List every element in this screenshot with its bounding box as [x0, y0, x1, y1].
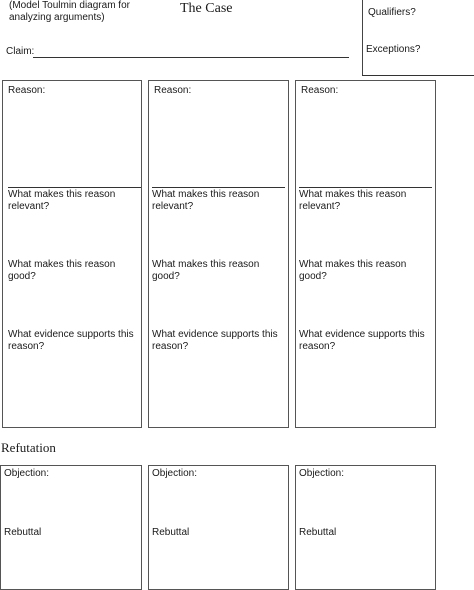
objection-box-2[interactable] — [148, 465, 289, 590]
objection-label: Objection: — [4, 468, 50, 479]
diagram-subtitle: (Model Toulmin diagram for analyzing arguments) — [9, 0, 130, 23]
reason-divider — [8, 187, 141, 188]
reason-label: Reason: — [154, 85, 192, 96]
rebuttal-label: Rebuttal — [4, 527, 42, 538]
good-question: What makes this reason good? — [8, 259, 116, 282]
reason-label: Reason: — [8, 85, 46, 96]
evidence-question: What evidence supports this reason? — [8, 329, 134, 352]
objection-box-3[interactable] — [295, 465, 436, 590]
objection-label: Objection: — [299, 468, 345, 479]
refutation-heading: Refutation — [1, 440, 56, 455]
reason-box-1[interactable] — [2, 80, 142, 428]
good-question: What makes this reason good? — [299, 259, 407, 282]
rebuttal-label: Rebuttal — [299, 527, 337, 538]
evidence-question: What evidence supports this reason? — [299, 329, 425, 352]
qualifiers-box-border — [362, 0, 363, 75]
claim-label: Claim: — [6, 46, 35, 57]
qualifiers-label: Qualifiers? — [368, 7, 416, 18]
reason-box-3[interactable] — [295, 80, 436, 428]
reason-divider — [299, 187, 432, 188]
claim-line[interactable] — [33, 57, 349, 58]
page-title: The Case — [180, 1, 233, 16]
reason-divider — [152, 187, 285, 188]
objection-label: Objection: — [152, 468, 198, 479]
reason-label: Reason: — [301, 85, 339, 96]
qualifiers-box-bottom — [362, 75, 474, 76]
relevant-question: What makes this reason relevant? — [8, 189, 116, 212]
rebuttal-label: Rebuttal — [152, 527, 190, 538]
objection-box-1[interactable] — [0, 465, 142, 590]
reason-box-2[interactable] — [148, 80, 289, 428]
exceptions-label: Exceptions? — [366, 44, 421, 55]
evidence-question: What evidence supports this reason? — [152, 329, 278, 352]
good-question: What makes this reason good? — [152, 259, 260, 282]
relevant-question: What makes this reason relevant? — [152, 189, 260, 212]
relevant-question: What makes this reason relevant? — [299, 189, 407, 212]
